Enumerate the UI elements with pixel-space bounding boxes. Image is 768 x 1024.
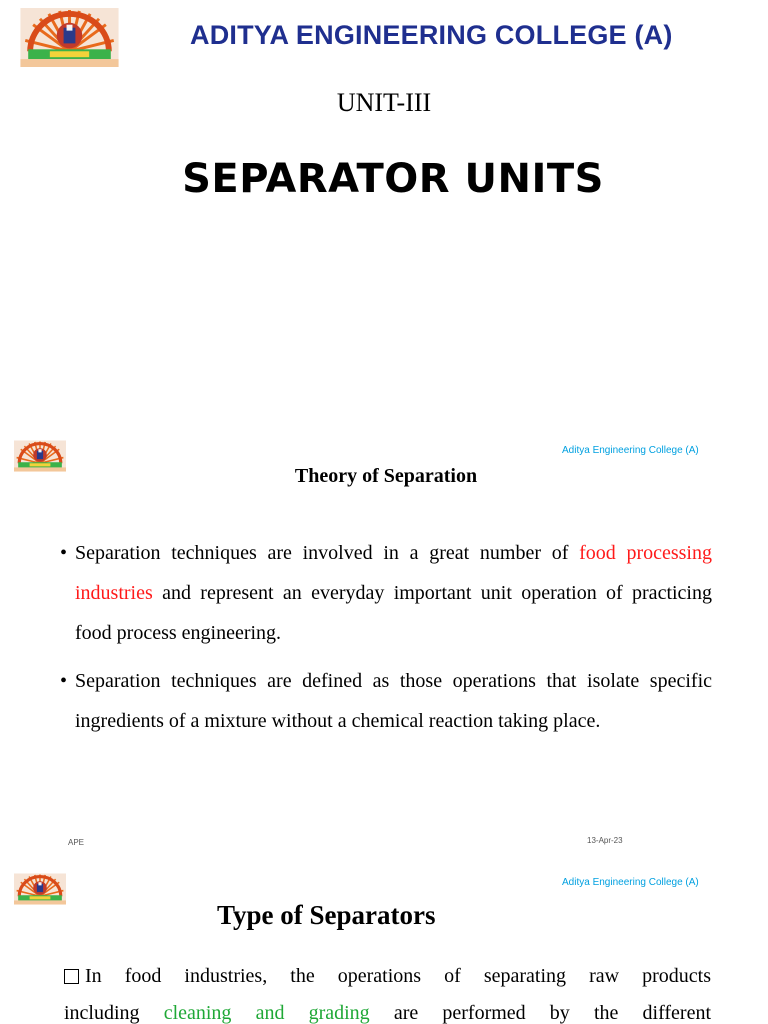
- paragraph-text-part: including: [64, 1002, 164, 1024]
- theory-slide: [0, 432, 768, 864]
- bullet-text-part: and represent an everyday important unit operation of practicing food process engineering.: [75, 582, 712, 644]
- bullet-dot: •: [60, 542, 68, 564]
- bullet-text: [75, 533, 712, 653]
- title-slide: [0, 0, 768, 432]
- slide-main-title: SEPARATOR UNITS: [182, 156, 604, 202]
- paragraph-text: In food industries, the operations of separating raw products: [85, 965, 711, 987]
- checkbox-bullet-icon: [64, 969, 79, 984]
- footer-date: 13-Apr-23: [587, 836, 623, 845]
- paragraph-line: [64, 995, 711, 1024]
- highlight-text: cleaning and grading: [163, 1002, 370, 1024]
- bullet-dot: •: [60, 670, 68, 692]
- aditya-logo-icon: [20, 8, 119, 67]
- slide-heading: Theory of Separation: [294, 465, 478, 487]
- paragraph: [64, 958, 711, 1024]
- bullet-text: Separation techniques are defined as those operations that isolate specific ingredients of a mixture without a chemical reaction taking place.: [75, 670, 712, 732]
- bullet-list: [60, 533, 712, 749]
- bullet-text-part: Separation techniques are involved in a great number of: [75, 542, 580, 564]
- paragraph-text-part: are performed by the different: [369, 1002, 712, 1024]
- bullet-item: [60, 661, 712, 741]
- unit-label: UNIT-III: [336, 88, 432, 117]
- corner-college-name: Aditya Engineering College (A): [562, 877, 699, 888]
- corner-college-name: Aditya Engineering College (A): [562, 445, 699, 456]
- footer-course-code: APE: [68, 838, 85, 847]
- college-title: ADITYA ENGINEERING COLLEGE (A): [190, 20, 673, 50]
- bullet-item: [60, 533, 712, 653]
- paragraph-line: [64, 958, 711, 995]
- paragraph-text: [64, 995, 711, 1024]
- highlight-text: food processing industries: [75, 542, 712, 604]
- separators-slide: [0, 864, 768, 1024]
- aditya-logo-icon: [14, 873, 66, 905]
- slide-heading: Type of Separators: [217, 900, 436, 930]
